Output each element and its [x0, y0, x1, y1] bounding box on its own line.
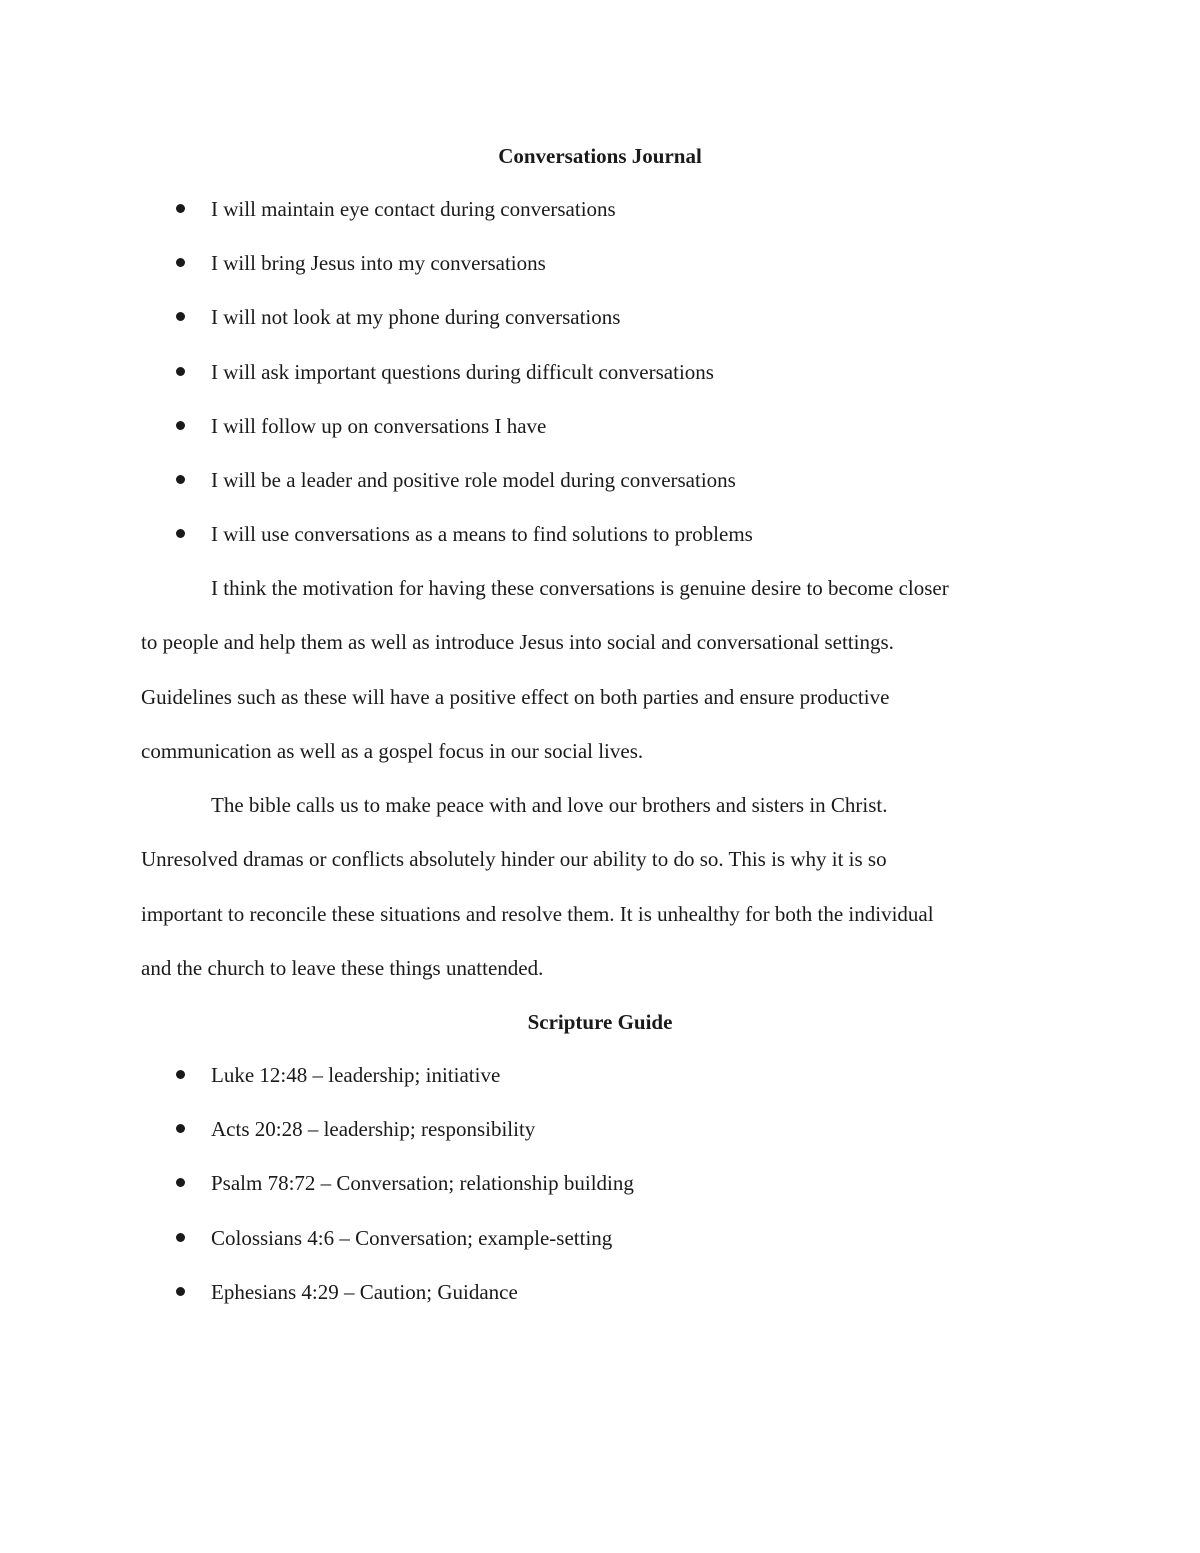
bullet-icon: [176, 1287, 185, 1296]
bullet-icon: [176, 421, 185, 430]
bullet-icon: [176, 1124, 185, 1133]
journal-bullet-item: [0, 465, 1200, 519]
journal-bullet-item: [0, 411, 1200, 465]
bible-paragraph: [141, 778, 1061, 995]
paragraph-line: Unresolved dramas or conflicts absolutely hinder our ability to do so. This is why it is so: [141, 847, 887, 872]
bullet-icon: [176, 1178, 185, 1187]
bullet-icon: [176, 312, 185, 321]
scripture-reference: Psalm 78:72 – Conversation; relationship building: [211, 1171, 634, 1196]
scripture-bullet-item: [0, 1060, 1200, 1114]
journal-bullet-list: [0, 194, 1200, 573]
journal-bullet-text: I will not look at my phone during conversations: [211, 305, 621, 330]
journal-bullet-text: I will be a leader and positive role model during conversations: [211, 467, 736, 492]
journal-bullet-text: I will ask important questions during difficult conversations: [211, 359, 714, 384]
scripture-bullet-item: [0, 1168, 1200, 1222]
paragraph-line: Guidelines such as these will have a positive effect on both parties and ensure productive: [141, 684, 890, 709]
scripture-bullet-item: [0, 1114, 1200, 1168]
journal-bullet-text: I will maintain eye contact during conversations: [211, 197, 616, 221]
journal-bullet-item: [0, 357, 1200, 411]
bullet-icon: [176, 367, 185, 376]
paragraph-line: and the church to leave these things unattended.: [141, 955, 544, 980]
scripture-reference: Colossians 4:6 – Conversation; example-setting: [211, 1225, 613, 1250]
scripture-guide-title: Scripture Guide: [527, 1010, 673, 1034]
bullet-icon: [176, 1233, 185, 1242]
journal-bullet-text: I will use conversations as a means to find solutions to problems: [211, 522, 753, 547]
journal-title: Conversations Journal: [498, 144, 702, 168]
paragraph-line: The bible calls us to make peace with and love our brothers and sisters in Christ.: [211, 793, 888, 817]
scripture-bullet-list: [0, 1060, 1200, 1331]
bullet-icon: [176, 529, 185, 538]
journal-bullet-text: I will follow up on conversations I have: [211, 413, 547, 438]
journal-bullet-item: [0, 302, 1200, 356]
paragraph-line: to people and help them as well as introduce Jesus into social and conversational settings.: [141, 630, 894, 655]
scripture-bullet-item: [0, 1223, 1200, 1277]
journal-bullet-text: I will bring Jesus into my conversations: [211, 251, 546, 276]
scripture-reference: Luke 12:48 – leadership; initiative: [211, 1063, 501, 1087]
bullet-icon: [176, 258, 185, 267]
journal-bullet-item: [0, 194, 1200, 248]
motivation-paragraph: [141, 561, 1061, 778]
scripture-reference: Acts 20:28 – leadership; responsibility: [211, 1117, 536, 1142]
bullet-icon: [176, 204, 185, 213]
paragraph-line: I think the motivation for having these conversations is genuine desire to become closer: [211, 576, 949, 600]
paragraph-line: communication as well as a gospel focus in our social lives.: [141, 738, 644, 763]
scripture-bullet-item: [0, 1277, 1200, 1331]
scripture-reference: Ephesians 4:29 – Caution; Guidance: [211, 1279, 518, 1304]
paragraph-line: important to reconcile these situations and resolve them. It is unhealthy for both the individual: [141, 901, 934, 926]
bullet-icon: [176, 475, 185, 484]
bullet-icon: [176, 1070, 185, 1079]
journal-bullet-item: [0, 248, 1200, 302]
